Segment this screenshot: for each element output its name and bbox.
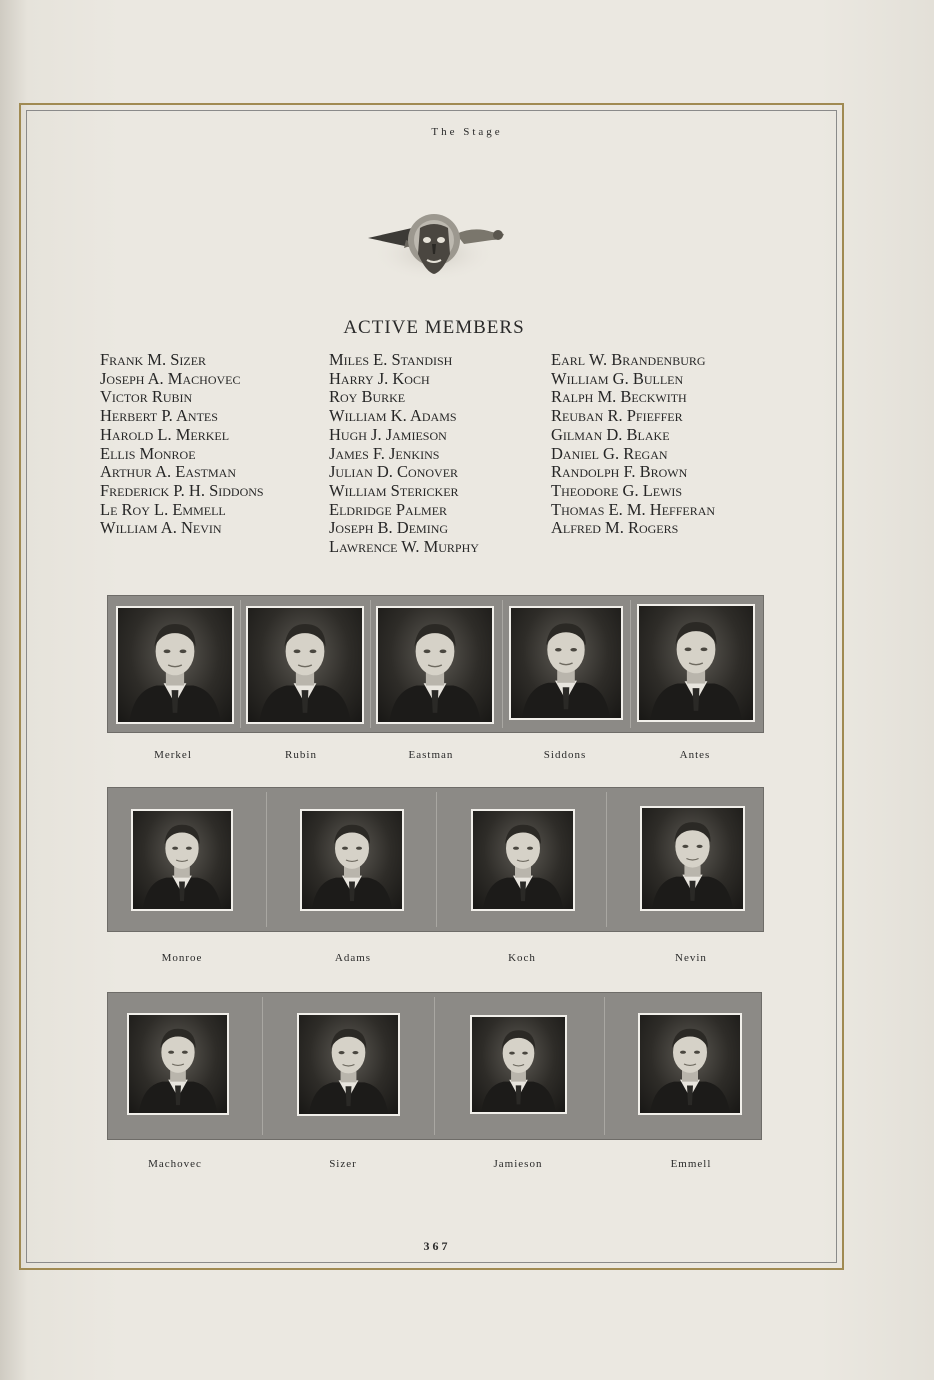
member-name: Victor Rubin <box>100 387 193 407</box>
member-name: Reuban R. Pfieffer <box>551 406 683 426</box>
strip-divider <box>606 792 607 927</box>
portrait-silhouette <box>118 608 232 722</box>
member-name: Herbert P. Antes <box>100 406 218 426</box>
member-name: Arthur A. Eastman <box>100 462 236 482</box>
member-name: Harry J. Koch <box>329 368 430 388</box>
portrait-caption: Antes <box>679 749 711 761</box>
member-name: William K. Adams <box>329 406 457 426</box>
member-name: Ellis Monroe <box>100 443 196 463</box>
member-name: Daniel G. Regan <box>551 443 668 463</box>
strip-divider <box>604 997 605 1135</box>
member-name: Frederick P. H. Siddons <box>100 480 264 500</box>
member-name: Lawrence W. Murphy <box>329 537 479 557</box>
strip-divider <box>266 792 267 927</box>
member-name: Frank M. Sizer <box>100 350 207 369</box>
portrait-caption: Emmell <box>670 1158 712 1170</box>
portrait-photo <box>470 1015 567 1114</box>
portrait-silhouette <box>133 811 231 909</box>
member-column-2 <box>329 351 479 557</box>
member-column-1 <box>100 351 264 538</box>
portrait-caption: Rubin <box>285 749 317 761</box>
mask-emblem-icon <box>364 204 510 284</box>
portrait-photo <box>638 1013 742 1115</box>
portrait-silhouette <box>472 1017 565 1112</box>
portrait-caption: Adams <box>334 952 372 964</box>
portrait-silhouette <box>248 608 362 722</box>
strip-divider <box>370 600 371 728</box>
member-name: Theodore G. Lewis <box>551 480 683 500</box>
section-heading: ACTIVE MEMBERS <box>343 317 525 338</box>
portrait-silhouette <box>299 1015 398 1114</box>
portrait-caption: Monroe <box>161 952 203 964</box>
portrait-photo <box>640 806 745 911</box>
member-name: Gilman D. Blake <box>551 424 670 444</box>
portrait-photo <box>116 606 234 724</box>
portrait-photo <box>131 809 233 911</box>
portrait-caption: Jamieson <box>493 1158 543 1170</box>
portrait-silhouette <box>302 811 402 909</box>
portrait-caption: Eastman <box>408 749 454 761</box>
member-name: William A. Nevin <box>100 518 222 538</box>
strip-divider <box>502 600 503 728</box>
page-number: 367 <box>423 1239 451 1253</box>
portrait-caption: Koch <box>508 952 536 964</box>
running-head: The Stage <box>431 126 503 138</box>
portrait-silhouette <box>378 608 492 722</box>
member-name: Joseph A. Machovec <box>100 368 241 388</box>
strip-divider <box>630 600 631 728</box>
member-name: Joseph B. Deming <box>329 518 449 538</box>
portrait-caption: Merkel <box>154 749 192 761</box>
strip-divider <box>240 600 241 728</box>
member-name: Le Roy L. Emmell <box>100 499 226 519</box>
portrait-photo <box>300 809 404 911</box>
portrait-silhouette <box>639 606 753 720</box>
member-name: Thomas E. M. Hefferan <box>551 499 716 519</box>
strip-divider <box>262 997 263 1135</box>
portrait-photo <box>509 606 623 720</box>
portrait-photo <box>246 606 364 724</box>
portrait-photo <box>471 809 575 911</box>
portrait-caption: Machovec <box>148 1158 202 1170</box>
member-name: Randolph F. Brown <box>551 462 688 482</box>
strip-divider <box>434 997 435 1135</box>
member-name: Eldridge Palmer <box>329 499 448 519</box>
portrait-silhouette <box>511 608 621 718</box>
member-name: Julian D. Conover <box>329 462 459 482</box>
portrait-photo <box>127 1013 229 1115</box>
member-column-3 <box>551 351 715 538</box>
member-name: Alfred M. Rogers <box>551 518 679 538</box>
portrait-caption: Nevin <box>675 952 707 964</box>
strip-divider <box>436 792 437 927</box>
portrait-photo <box>376 606 494 724</box>
member-name: Ralph M. Beckwith <box>551 387 687 407</box>
member-name: Roy Burke <box>329 387 406 407</box>
portrait-silhouette <box>640 1015 740 1113</box>
portrait-caption: Siddons <box>543 749 587 761</box>
member-name: Hugh J. Jamieson <box>329 424 447 444</box>
member-name: William G. Bullen <box>551 368 684 388</box>
member-name: William Stericker <box>329 480 459 500</box>
portrait-silhouette <box>642 808 743 909</box>
portrait-photo <box>297 1013 400 1116</box>
member-name: Miles E. Standish <box>329 350 453 369</box>
member-name: James F. Jenkins <box>329 443 440 463</box>
member-name: Harold L. Merkel <box>100 424 230 444</box>
portrait-caption: Sizer <box>329 1158 357 1170</box>
portrait-silhouette <box>473 811 573 909</box>
portrait-photo <box>637 604 755 722</box>
portrait-silhouette <box>129 1015 227 1113</box>
member-name: Earl W. Brandenburg <box>551 350 706 369</box>
